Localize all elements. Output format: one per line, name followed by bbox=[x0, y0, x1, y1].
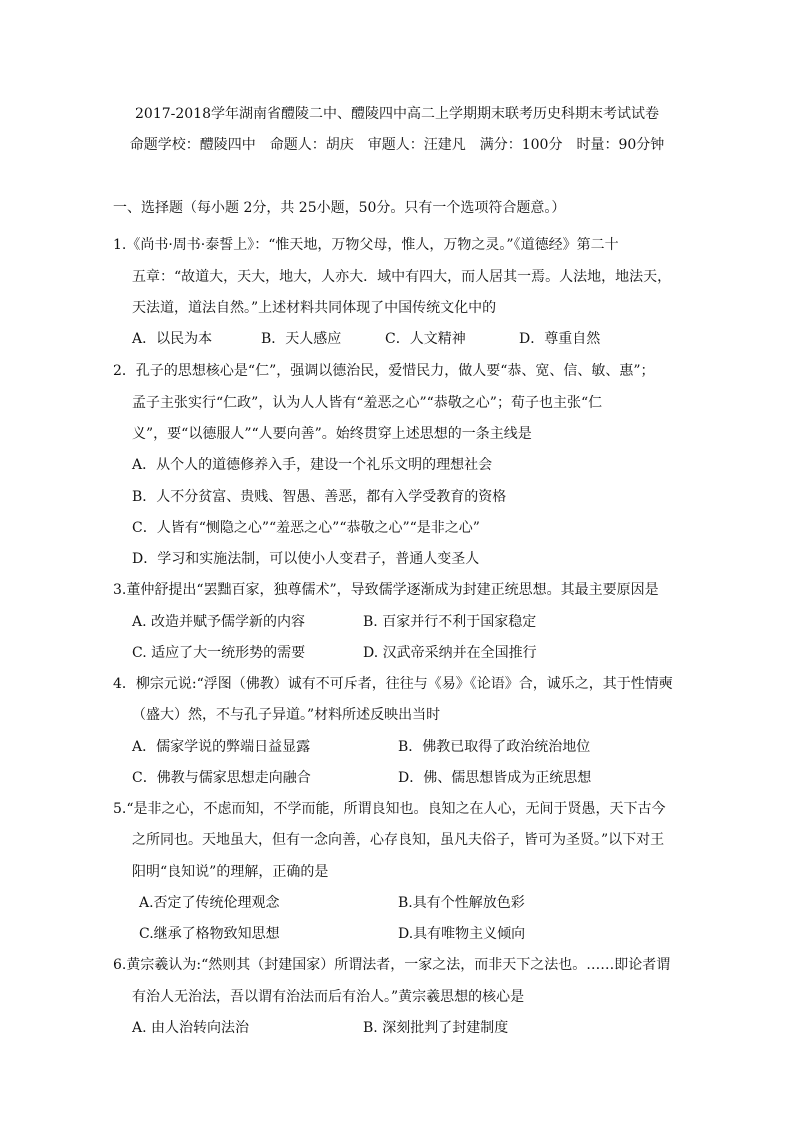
question-2-option-b: B．人不分贫富、贵贱、智愚、善恶，都有入学受教育的资格 bbox=[132, 489, 507, 505]
question-4-line-2: （盛大）然，不与孔子异道。”材料所述反映出当时 bbox=[132, 707, 441, 723]
question-6-line-2: 有治人无治法，吾以谓有治法而后有治人。”黄宗羲思想的核心是 bbox=[132, 989, 525, 1005]
question-3-option-c: C. 适应了大一统形势的需要 bbox=[132, 645, 306, 661]
question-5-option-c: C.继承了格物致知思想 bbox=[139, 926, 280, 942]
question-1-line-2: 五章：“故道大，天大，地大，人亦大．域中有四大，而人居其一焉。人法地，地法天， bbox=[132, 269, 672, 285]
exam-info: 命题学校：醴陵四中 命题人：胡庆 审题人：汪建凡 满分：100分 时量：90分钟 bbox=[129, 137, 665, 153]
question-6-option-a: A. 由人治转向法治 bbox=[132, 1020, 250, 1036]
question-1-option-c: C．人文精神 bbox=[385, 331, 466, 347]
question-2-line-1: 2．孔子的思想核心是“仁”，强调以德治民，爱惜民力，做人要“恭、宽、信、敏、惠”； bbox=[113, 363, 655, 379]
question-4-option-b: B．佛教已取得了政治统治地位 bbox=[398, 739, 591, 755]
question-5-line-1: 5.“是非之心，不虑而知，不学而能，所谓良知也。良知之在人心，无间于贤愚，天下古今 bbox=[113, 801, 666, 817]
question-2-option-c: C．人皆有“恻隐之心”“羞恶之心”“恭敬之心”“是非之心” bbox=[132, 520, 480, 536]
question-4-option-a: A．儒家学说的弊端日益显露 bbox=[132, 739, 311, 755]
question-2-option-d: D．学习和实施法制，可以使小人变君子，普通人变圣人 bbox=[132, 551, 480, 567]
question-1-option-a: A．以民为本 bbox=[132, 331, 213, 347]
question-4-option-c: C．佛教与儒家思想走向融合 bbox=[132, 770, 311, 786]
question-3-option-b: B. 百家并行不利于国家稳定 bbox=[363, 614, 537, 630]
exam-title: 2017-2018学年湖南省醴陵二中、醴陵四中高二上学期期末联考历史科期末考试试卷 bbox=[135, 106, 659, 122]
question-4-option-d: D．佛、儒思想皆成为正统思想 bbox=[398, 770, 592, 786]
question-5-line-2: 之所同也。天地虽大，但有一念向善，心存良知，虽凡夫俗子，皆可为圣贤。”以下对王 bbox=[132, 832, 665, 848]
section-heading: 一、选择题（每小题 2分，共 25小题，50分。只有一个选项符合题意。） bbox=[113, 200, 566, 216]
question-6-line-1: 6.黄宗羲认为:“然则其（封建国家）所谓法者，一家之法，而非天下之法也。……即论者谓 bbox=[113, 957, 671, 973]
question-1-option-d: D．尊重自然 bbox=[519, 331, 601, 347]
question-5-line-3: 阳明“良知说”的理解，正确的是 bbox=[132, 864, 329, 880]
question-5-option-a: A.否定了传统伦理观念 bbox=[139, 895, 280, 911]
question-4-line-1: 4．柳宗元说:“浮图（佛教）诚有不可斥者，往往与《易》《论语》合，诚乐之，其于性情奭 bbox=[113, 676, 673, 692]
question-2-line-3: 义”，要“以德服人”“人要向善”。始终贯穿上述思想的一条主线是 bbox=[132, 426, 532, 442]
question-3-option-a: A. 改造并赋予儒学新的内容 bbox=[132, 614, 306, 630]
question-1-line-1: 1.《尚书·周书·泰誓上》：“惟天地，万物父母，惟人，万物之灵。”《道德经》第二十 bbox=[113, 237, 619, 253]
question-1-line-3: 天法道，道法自然。”上述材料共同体现了中国传统文化中的 bbox=[132, 300, 497, 316]
question-2-option-a: A．从个人的道德修养入手，建设一个礼乐文明的理想社会 bbox=[132, 457, 493, 473]
question-5-option-d: D.具有唯物主义倾向 bbox=[398, 926, 526, 942]
question-3-option-d: D. 汉武帝采纳并在全国推行 bbox=[363, 645, 537, 661]
question-5-option-b: B.具有个性解放色彩 bbox=[398, 895, 525, 911]
question-1-option-b: B．天人感应 bbox=[261, 331, 342, 347]
question-2-line-2: 孟子主张实行“仁政”，认为人人皆有“羞恶之心”“恭敬之心”；荀子也主张“仁 bbox=[132, 395, 603, 411]
question-6-option-b: B. 深刻批判了封建制度 bbox=[363, 1020, 509, 1036]
question-3-line-1: 3.董仲舒提出“罢黜百家，独尊儒术”，导致儒学逐渐成为封建正统思想。其最主要原因是 bbox=[113, 582, 659, 598]
